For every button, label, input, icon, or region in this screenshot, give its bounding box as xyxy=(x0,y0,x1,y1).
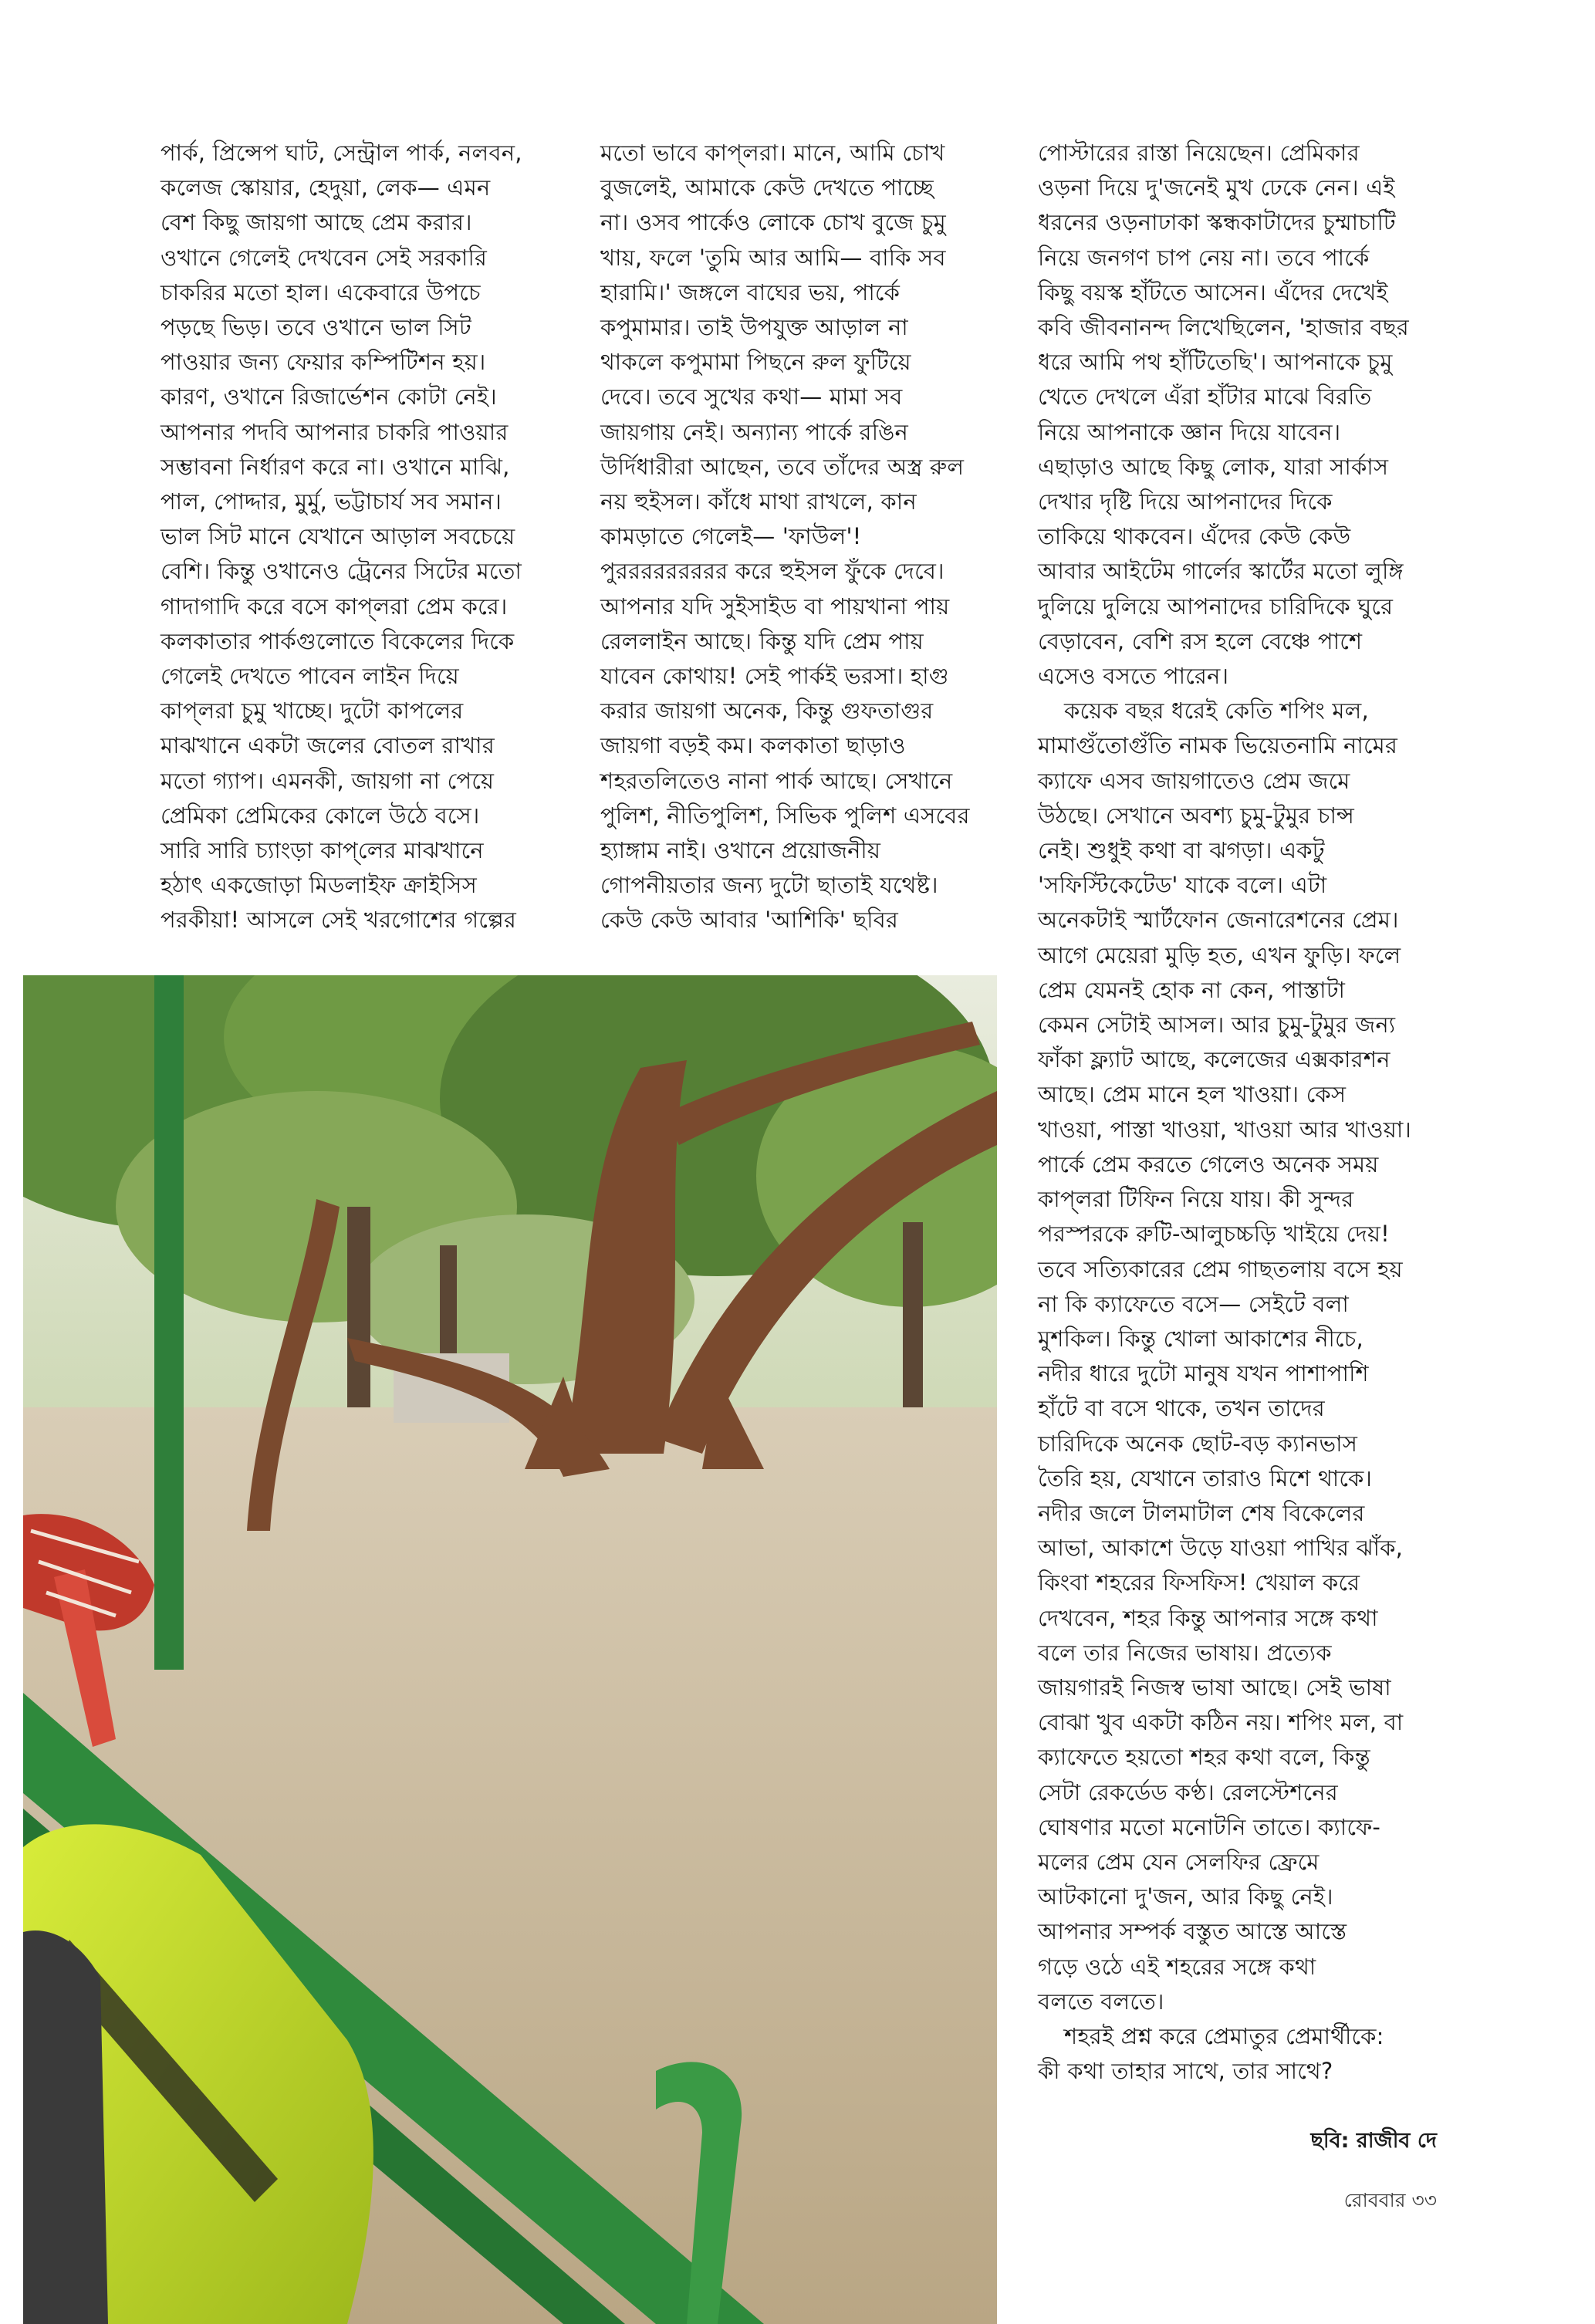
text-line: সারি সারি চ্যাংড়া কাপ্‌লের মাঝখানে xyxy=(161,837,484,864)
text-line: জায়গা বড়ই কম। কলকাতা ছাড়াও xyxy=(600,732,906,759)
text-line: মামাগুঁতোগুঁতি নামক ভিয়েতনামি নামের xyxy=(1038,732,1398,759)
text-line: খায়, ফলে 'তুমি আর আমি— বাকি সব xyxy=(600,244,946,271)
text-line: হ্যাঙ্গাম নাই। ওখানে প্রয়োজনীয় xyxy=(600,837,881,864)
text-line: হাঁটে বা বসে থাকে, তখন তাদের xyxy=(1038,1395,1325,1422)
text-line: বলতে বলতে। xyxy=(1038,1988,1164,2015)
text-line: আভা, আকাশে উড়ে যাওয়া পাখির ঝাঁক, xyxy=(1038,1535,1404,1562)
text-line: আগে মেয়েরা মুড়ি হত, এখন ফুড়ি। ফলে xyxy=(1038,941,1401,968)
text-line: মুশকিল। কিন্তু খোলা আকাশের নীচে, xyxy=(1038,1325,1364,1352)
text-line: গড়ে ওঠে এই শহরের সঙ্গে কথা xyxy=(1038,1953,1316,1980)
text-line: দেখার দৃষ্টি দিয়ে আপনাদের দিকে xyxy=(1038,488,1333,515)
text-line: কেমন সেটাই আসল। আর চুমু-টুমুর জন্য xyxy=(1038,1012,1396,1039)
text-line: নিয়ে জনগণ চাপ নেয় না। তবে পার্কে xyxy=(1038,244,1370,271)
text-line: এছাড়াও আছে কিছু লোক, যারা সার্কাস xyxy=(1038,453,1389,480)
text-line: কামড়াতে গেলেই— 'ফাউল'! xyxy=(600,523,862,550)
text-line: নেই। শুধুই কথা বা ঝগড়া। একটু xyxy=(1038,837,1325,864)
text-line: ধরে আমি পথ হাঁটিতেছি'। আপনাকে চুমু xyxy=(1038,349,1393,376)
text-line: হারামি।' জঙ্গলে বাঘের ভয়, পার্কে xyxy=(600,279,901,306)
text-line: 'সফিস্টিকেটেড' যাকে বলে। এটা xyxy=(1038,872,1327,899)
text-line: দেবে। তবে সুখের কথা— মামা সব xyxy=(600,383,903,410)
text-line: কী কথা তাহার সাথে, তার সাথে? xyxy=(1038,2058,1333,2085)
text-line: সম্ভাবনা নির্ধারণ করে না। ওখানে মাঝি, xyxy=(161,453,510,480)
text-line: কারণ, ওখানে রিজার্ভেশন কোটা নেই। xyxy=(161,383,497,410)
text-line: অনেকটাই স্মার্টফোন জেনারেশনের প্রেম। xyxy=(1038,907,1399,934)
text-line: ক্যাফেতে হয়তো শহর কথা বলে, কিন্তু xyxy=(1038,1744,1370,1771)
text-line: মতো ভাবে কাপ্‌লরা। মানে, আমি চোখ xyxy=(600,140,945,166)
text-line: কাপ্‌লরা টিফিন নিয়ে যায়। কী সুন্দর xyxy=(1038,1186,1354,1213)
text-line: না। ওসব পার্কেও লোকে চোখ বুজে চুমু xyxy=(600,209,946,236)
text-line: ক্যাফে এসব জায়গাতেও প্রেম জমে xyxy=(1038,767,1350,794)
text-line: বেশি। কিন্তু ওখানেও ট্রেনের সিটের মতো xyxy=(161,558,522,585)
text-line: পুররররররররর করে হুইসল ফুঁকে দেবে। xyxy=(600,558,944,585)
text-line: গেলেই দেখতে পাবেন লাইন দিয়ে xyxy=(161,663,459,690)
text-line: থাকলে কপুমামা পিছনে রুল ফুটিয়ে xyxy=(600,349,911,376)
text-line: জায়গারই নিজস্ব ভাষা আছে। সেই ভাষা xyxy=(1038,1674,1391,1701)
text-line: কিংবা শহরের ফিসফিস! খেয়াল করে xyxy=(1038,1569,1360,1596)
text-line: তৈরি হয়, যেখানে তারাও মিশে থাকে। xyxy=(1038,1464,1373,1491)
text-line: মতো গ্যাপ। এমনকী, জায়গা না পেয়ে xyxy=(161,767,495,794)
text-line: কলেজ স্কোয়ার, হেদুয়া, লেক— এমন xyxy=(161,174,491,201)
text-line: দুলিয়ে দুলিয়ে আপনাদের চারিদিকে ঘুরে xyxy=(1038,593,1394,620)
text-line: উর্দিধারীরা আছেন, তবে তাঁদের অস্ত্র রুল xyxy=(600,453,965,480)
text-line: উঠছে। সেখানে অবশ্য চুমু-টুমুর চান্স xyxy=(1038,802,1355,829)
text-line: পার্কে প্রেম করতে গেলেও অনেক সময় xyxy=(1038,1150,1379,1177)
text-line: খেতে দেখলে এঁরা হাঁটার মাঝে বিরতি xyxy=(1038,383,1372,410)
text-line: রেললাইন আছে। কিন্তু যদি প্রেম পায় xyxy=(600,627,924,654)
text-line: ওড়না দিয়ে দু'জনেই মুখ ঢেকে নেন। এই xyxy=(1038,174,1395,201)
text-line: পাল, পোদ্দার, মুর্মু, ভট্টাচার্য সব সমান। xyxy=(161,488,502,515)
article-column-3 xyxy=(1038,136,1447,2089)
text-line: নয় হুইসল। কাঁধে মাথা রাখলে, কান xyxy=(600,488,917,515)
text-line: বুজলেই, আমাকে কেউ দেখতে পাচ্ছে xyxy=(600,174,934,201)
text-line: খাওয়া, পাস্তা খাওয়া, খাওয়া আর খাওয়া। xyxy=(1038,1116,1412,1143)
photo-credit: ছবি: রাজীব দে xyxy=(1310,2129,1437,2153)
text-line: প্রেমিকা প্রেমিকের কোলে উঠে বসে। xyxy=(161,802,480,829)
text-line: শহরতলিতেও নানা পার্ক আছে। সেখানে xyxy=(600,767,953,794)
text-line: প্রেম যেমনই হোক না কেন, পাস্তাটা xyxy=(1038,976,1346,1003)
text-line: ঘোষণার মতো মনোটনি তাতে। ক্যাফে- xyxy=(1038,1813,1381,1840)
text-line: পরস্পরকে রুটি-আলুচচ্চড়ি খাইয়ে দেয়! xyxy=(1038,1221,1390,1248)
text-line: করার জায়গা অনেক, কিন্তু গুফতাগুর xyxy=(600,698,934,725)
text-line: আপনার সম্পর্ক বস্তুত আস্তে আস্তে xyxy=(1038,1918,1347,1945)
text-line: নিয়ে আপনাকে জ্ঞান দিয়ে যাবেন। xyxy=(1038,418,1341,445)
text-line: নদীর জলে টালমাটাল শেষ বিকেলের xyxy=(1038,1499,1365,1526)
text-line: তাকিয়ে থাকবেন। এঁদের কেউ কেউ xyxy=(1038,523,1351,550)
text-line: আপনার পদবি আপনার চাকরি পাওয়ার xyxy=(161,418,509,445)
text-line: পার্ক, প্রিন্সেপ ঘাট, সেন্ট্রাল পার্ক, নলবন, xyxy=(161,140,522,166)
text-line: কপুমামার। তাই উপযুক্ত আড়াল না xyxy=(600,314,908,341)
text-line: আবার আইটেম গার্লের স্কার্টের মতো লুঙ্গি xyxy=(1038,558,1404,585)
text-line: পোস্টারের রাস্তা নিয়েছেন। প্রেমিকার xyxy=(1038,140,1360,166)
text-line: হঠাৎ একজোড়া মিডলাইফ ক্রাইসিস xyxy=(161,872,477,899)
text-line: কবি জীবনানন্দ লিখেছিলেন, 'হাজার বছর xyxy=(1038,314,1409,341)
text-line: কেউ কেউ আবার 'আশিকি' ছবির xyxy=(600,907,899,934)
text-line: আছে। প্রেম মানে হল খাওয়া। কেস xyxy=(1038,1081,1347,1108)
article-column-2 xyxy=(600,136,1002,938)
text-line: ফাঁকা ফ্ল্যাট আছে, কলেজের এক্সকারশন xyxy=(1038,1046,1391,1073)
text-line: এসেও বসতে পারেন। xyxy=(1038,663,1229,690)
text-line: গাদাগাদি করে বসে কাপ্‌লরা প্রেম করে। xyxy=(161,593,508,620)
text-line: গোপনীয়তার জন্য দুটো ছাতাই যথেষ্ট। xyxy=(600,872,938,899)
text-line: কলকাতার পার্কগুলোতে বিকেলের দিকে xyxy=(161,627,515,654)
text-line: তবে সত্যিকারের প্রেম গাছতলায় বসে হয় xyxy=(1038,1255,1403,1282)
text-line: কিছু বয়স্ক হাঁটতে আসেন। এঁদের দেখেই xyxy=(1038,279,1388,306)
text-line: চারিদিকে অনেক ছোট-বড় ক্যানভাস xyxy=(1038,1430,1358,1457)
text-line: মাঝখানে একটা জলের বোতল রাখার xyxy=(161,732,495,759)
text-line: জায়গায় নেই। অন্যান্য পার্কে রঙিন xyxy=(600,418,908,445)
text-line: বেশ কিছু জায়গা আছে প্রেম করার। xyxy=(161,209,472,236)
page-folio: রোববার ৩৩ xyxy=(1343,2189,1437,2211)
text-line: ধরনের ওড়নাঢাকা স্কন্ধকাটাদের চুম্মাচাটি xyxy=(1038,209,1396,236)
text-line: যাবেন কোথায়! সেই পার্কই ভরসা। হাগু xyxy=(600,663,949,690)
text-line: পাওয়ার জন্য ফেয়ার কম্পিটিশন হয়। xyxy=(161,349,486,376)
text-line: ওখানে গেলেই দেখবেন সেই সরকারি xyxy=(161,244,487,271)
text-line: ভাল সিট মানে যেখানে আড়াল সবচেয়ে xyxy=(161,523,515,550)
text-line: বলে তার নিজের ভাষায়। প্রত্যেক xyxy=(1038,1639,1332,1666)
article-column-1 xyxy=(161,136,562,938)
text-line: শহরই প্রশ্ন করে প্রেমাতুর প্রেমার্থীকে: xyxy=(1064,2022,1384,2049)
text-line: দেখবেন, শহর কিন্তু আপনার সঙ্গে কথা xyxy=(1038,1604,1378,1631)
article-photo xyxy=(23,975,997,2324)
text-line: বোঝা খুব একটা কঠিন নয়। শপিং মল, বা xyxy=(1038,1709,1404,1736)
text-line: পুলিশ, নীতিপুলিশ, সিভিক পুলিশ এসবের xyxy=(600,802,970,829)
text-line: আটকানো দু'জন, আর কিছু নেই। xyxy=(1038,1883,1333,1910)
text-line: কয়েক বছর ধরেই কেতি শপিং মল, xyxy=(1064,698,1369,725)
text-line: না কি ক্যাফেতে বসে— সেইটে বলা xyxy=(1038,1290,1349,1317)
text-line: বেড়াবেন, বেশি রস হলে বেঞ্চে পাশে xyxy=(1038,627,1363,654)
text-line: নদীর ধারে দুটো মানুষ যখন পাশাপাশি xyxy=(1038,1360,1369,1387)
text-line: কাপ্‌লরা চুমু খাচ্ছে। দুটো কাপলের xyxy=(161,698,464,725)
text-line: আপনার যদি সুইসাইড বা পায়খানা পায় xyxy=(600,593,950,620)
photo-pole xyxy=(154,975,184,1670)
text-line: সেটা রেকর্ডেড কণ্ঠ। রেলস্টেশনের xyxy=(1038,1778,1338,1805)
text-line: চাকরির মতো হাল। একেবারে উপচে xyxy=(161,279,481,306)
text-line: পরকীয়া! আসলে সেই খরগোশের গল্পের xyxy=(161,907,517,934)
text-line: মলের প্রেম যেন সেলফির ফ্রেমে xyxy=(1038,1848,1320,1875)
text-line: পড়ছে ভিড়। তবে ওখানে ভাল সিট xyxy=(161,314,471,341)
